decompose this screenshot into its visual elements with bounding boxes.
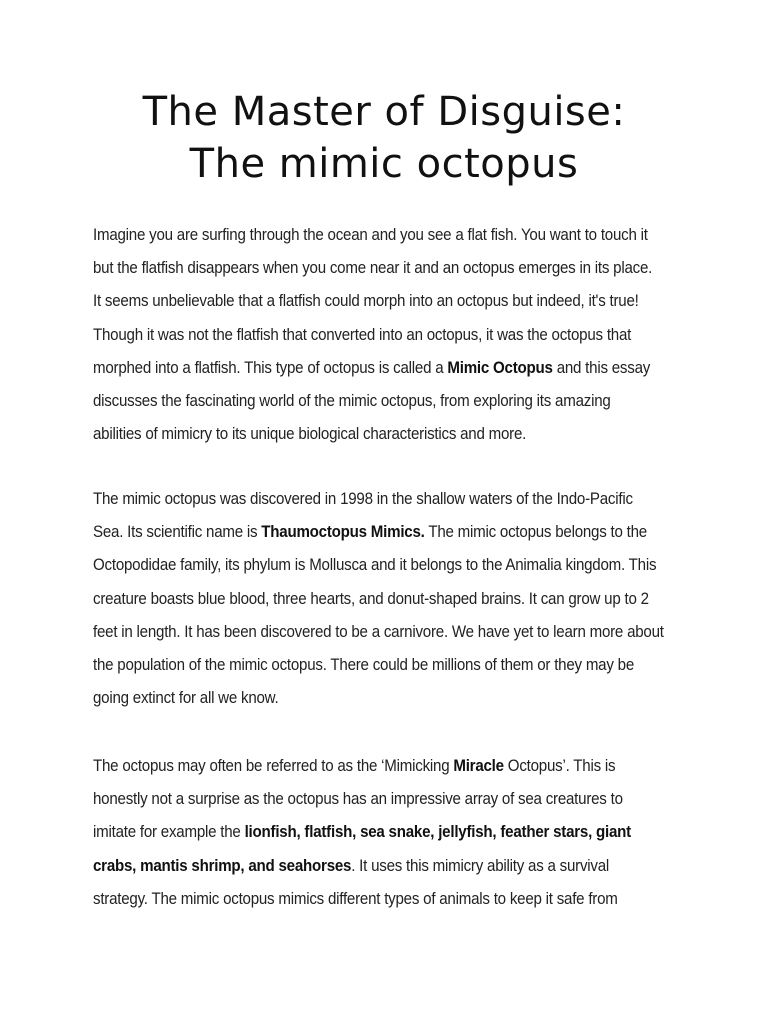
paragraph-line <box>93 218 759 251</box>
text-run: Imagine you are surfing through the ocean and you see a flat fish. You want to touch it <box>93 225 648 244</box>
paragraph-line <box>93 782 759 815</box>
page-title <box>0 86 768 190</box>
text-run: strategy. The mimic octopus mimics different types of animals to keep it safe from <box>93 888 618 908</box>
text-run: feet in length. It has been discovered to be a carnivore. We have yet to learn more about <box>93 621 664 641</box>
paragraph-mimicry <box>93 749 693 915</box>
text-run: Though it was not the flatfish that converted into an octopus, it was the octopus that <box>93 324 632 344</box>
paragraph-line <box>93 749 759 782</box>
paragraph-discovery <box>93 482 693 714</box>
text-run: and this essay <box>552 357 651 377</box>
paragraph-line <box>93 815 759 848</box>
title-line-2: The mimic octopus <box>189 141 579 187</box>
text-run: imitate for example the <box>93 822 245 842</box>
paragraph-introduction <box>93 218 693 450</box>
bold-text: Miracle <box>453 756 504 775</box>
bold-text: Mimic Octopus <box>447 357 553 377</box>
paragraph-line <box>93 515 759 548</box>
text-run: going extinct for all we know. <box>93 688 279 708</box>
text-run: creature boasts blue blood, three hearts, and donut-shaped brains. It can grow up to 2 <box>93 588 649 608</box>
text-run: honestly not a surprise as the octopus has an impressive array of sea creatures to <box>93 789 623 809</box>
text-run: The octopus may often be referred to as the ‘Mimicking <box>93 756 454 775</box>
paragraph-line <box>93 482 759 515</box>
text-run: It seems unbelievable that a flatfish could morph into an octopus but indeed, it's true! <box>93 291 639 311</box>
title-line-1: The Master of Disguise: <box>142 89 626 135</box>
text-run: abilities of mimicry to its unique biological characteristics and more. <box>93 424 527 444</box>
text-run: morphed into a flatfish. This type of octopus is called a <box>93 357 448 377</box>
text-run: The mimic octopus belongs to the <box>424 522 647 542</box>
bold-text: Thaumoctopus Mimics. <box>261 522 425 542</box>
text-run: Octopodidae family, its phylum is Mollusca and it belongs to the Animalia kingdom. This <box>93 555 657 575</box>
paragraph-line <box>93 582 759 615</box>
text-run: Sea. Its scientific name is <box>93 522 262 542</box>
text-run: the population of the mimic octopus. There could be millions of them or they may be <box>93 655 634 675</box>
text-run: Octopus’. This is <box>503 756 616 775</box>
paragraph-line <box>93 284 759 317</box>
text-run: discusses the fascinating world of the mimic octopus, from exploring its amazing <box>93 391 611 411</box>
text-run: . It uses this mimicry ability as a survival <box>351 855 610 875</box>
paragraph-line <box>93 351 759 384</box>
paragraph-line <box>93 548 759 581</box>
paragraph-line <box>93 384 759 417</box>
bold-text: crabs, mantis shrimp, and seahorses <box>93 855 352 875</box>
paragraph-line <box>93 849 759 882</box>
text-run: but the flatfish disappears when you come near it and an octopus emerges in its place. <box>93 258 653 278</box>
text-run: The mimic octopus was discovered in 1998 in the shallow waters of the Indo-Pacific <box>93 489 633 508</box>
paragraph-line <box>93 318 759 351</box>
paragraph-line <box>93 251 759 284</box>
paragraph-line <box>93 417 759 450</box>
paragraph-line <box>93 648 759 681</box>
bold-text: lionfish, flatfish, sea snake, jellyfish, feather stars, giant <box>244 822 631 842</box>
paragraph-line <box>93 615 759 648</box>
paragraph-line <box>93 681 759 714</box>
paragraph-line <box>93 882 759 915</box>
